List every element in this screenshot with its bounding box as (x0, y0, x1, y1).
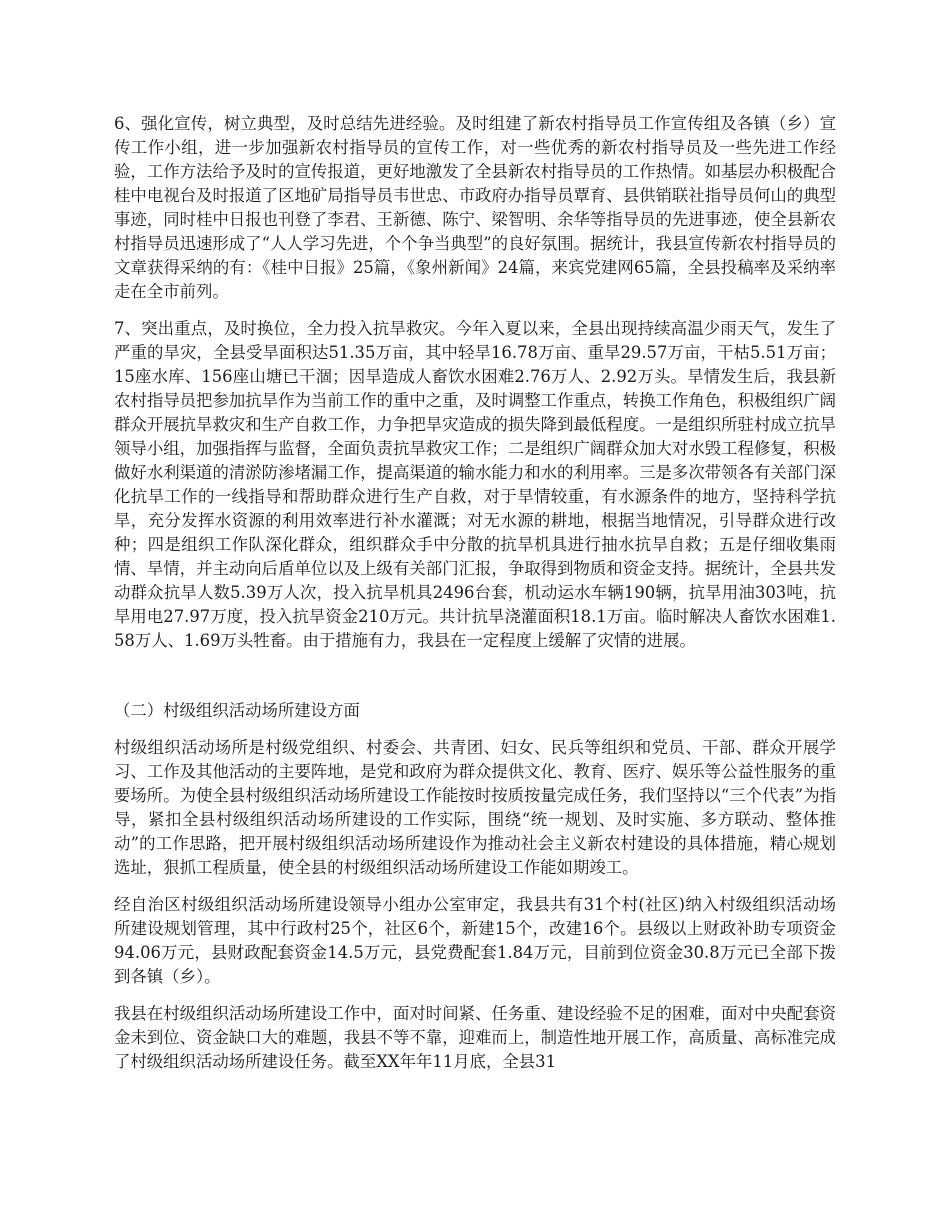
paragraph-gap (114, 304, 836, 317)
paragraph-funding: 经自治区村级组织活动场所建设领导小组办公室审定，我县共有31个村(社区)纳入村级组织活动场所建设规划管理，其中行政村25个，社区6个，新建15个，改建16个。县级以上财政补助专项资金94.06万元，县财政配套资金14.5万元，县党费配套1.84万元，目前到位资金30.8万元已全部下拨到各镇（乡）。 (114, 895, 836, 986)
paragraph-gap (114, 880, 836, 893)
paragraph-activity-venues: 村级组织活动场所是村级党组织、村委会、共青团、妇女、民兵等组织和党员、干部、群众开展学习、工作及其他活动的主要阵地，是党和政府为群众提供文化、教育、医疗、娱乐等公益性服务的重要场所。为使全县村级组织活动场所建设工作能按时按质按量完成任务，我们坚持以“三个代表”为指导，紧扣全县村级组织活动场所建设的工作实际，围绕“统一规划、及时实施、多方联动、整体推动”的工作思路，把开展村级组织活动场所建设作为推动社会主义新农村建设的具体措施，精心规划选址，狠抓工程质量，使全县的村级组织活动场所建设工作能如期竣工。 (114, 738, 836, 877)
paragraph-publicity: 6、强化宣传，树立典型，及时总结先进经验。及时组建了新农村指导员工作宣传组及各镇（乡）宣传工作小组，进一步加强新农村指导员的宣传工作，对一些优秀的新农村指导员及一些先进工作经验，工作方法给予及时的宣传报道，更好地激发了全县新农村指导员的工作热情。如基层办积极配合桂中电视台及时报道了区地矿局指导员韦世忠、市政府办指导员覃育、县供销联社指导员何山的典型事迹，同时桂中日报也刊登了李君、王新德、陈宁、梁智明、余华等指导员的先进事迹，使全县新农村指导员迅速形成了“人人学习先进，个个争当典型”的良好氛围。据统计，我县宣传新农村指导员的文章获得采纳的有：《桂中日报》25篇，《象州新闻》24篇，来宾党建网65篇，全县投稿率及采纳率走在全市前列。 (114, 114, 836, 301)
paragraph-progress: 我县在村级组织活动场所建设工作中，面对时间紧、任务重、建设经验不足的困难，面对中央配套资金未到位、资金缺口大的难题，我县不等不靠，迎难而上，制造性地开展工作，高质量、高标准完成了村级组织活动场所建设任务。截至XX年年11月底，全县31 (114, 1004, 836, 1071)
paragraph-drought-relief: 7、突出重点，及时换位，全力投入抗旱救灾。今年入夏以来，全县出现持续高温少雨天气，发生了严重的旱灾，全县受旱面积达51.35万亩，其中轻旱16.78万亩、重旱29.57万亩，干枯5.51万亩；15座水库、156座山塘已干涸；因旱造成人畜饮水困难2.76万人、2.92万头。旱情发生后，我县新农村指导员把参加抗旱作为当前工作的重中之重，及时调整工作重点，转换工作角色，积极组织广阔群众开展抗旱救灾和生产自救工作，力争把旱灾造成的损失降到最低程度。一是组织所驻村成立抗旱领导小组，加强指挥与监督，全面负责抗旱救灾工作；二是组织广阔群众加大对水毁工程修复，积极做好水利渠道的清淤防渗堵漏工作，提高渠道的输水能力和水的利用率。三是多次带领各有关部门深化抗旱工作的一线指导和帮助群众进行生产自救，对于旱情较重，有水源条件的地方，坚持科学抗旱，充分发挥水资源的利用效率进行补水灌溉；对无水源的耕地，根据当地情况，引导群众进行改种；四是组织工作队深化群众，组织群众手中分散的抗旱机具进行抽水抗旱自救；五是仔细收集雨情、旱情，并主动向后盾单位以及上级有关部门汇报，争取得到物质和资金支持。据统计，全县共发动群众抗旱人数5.39万人次，投入抗旱机具2496台套，机动运水车辆190辆，抗旱用油303吨，抗旱用电27.97万度，投入抗旱资金210万元。共计抗旱浇灌面积18.1万亩。临时解决人畜饮水困难1.58万人、1.69万头牲畜。由于措施有力，我县在一定程度上缓解了灾情的进展。 (114, 319, 836, 650)
paragraph-gap (114, 989, 836, 1002)
document-page (114, 112, 836, 1074)
section-gap (114, 653, 836, 699)
section-heading: （二）村级组织活动场所建设方面 (114, 701, 360, 720)
paragraph-gap (114, 723, 836, 736)
